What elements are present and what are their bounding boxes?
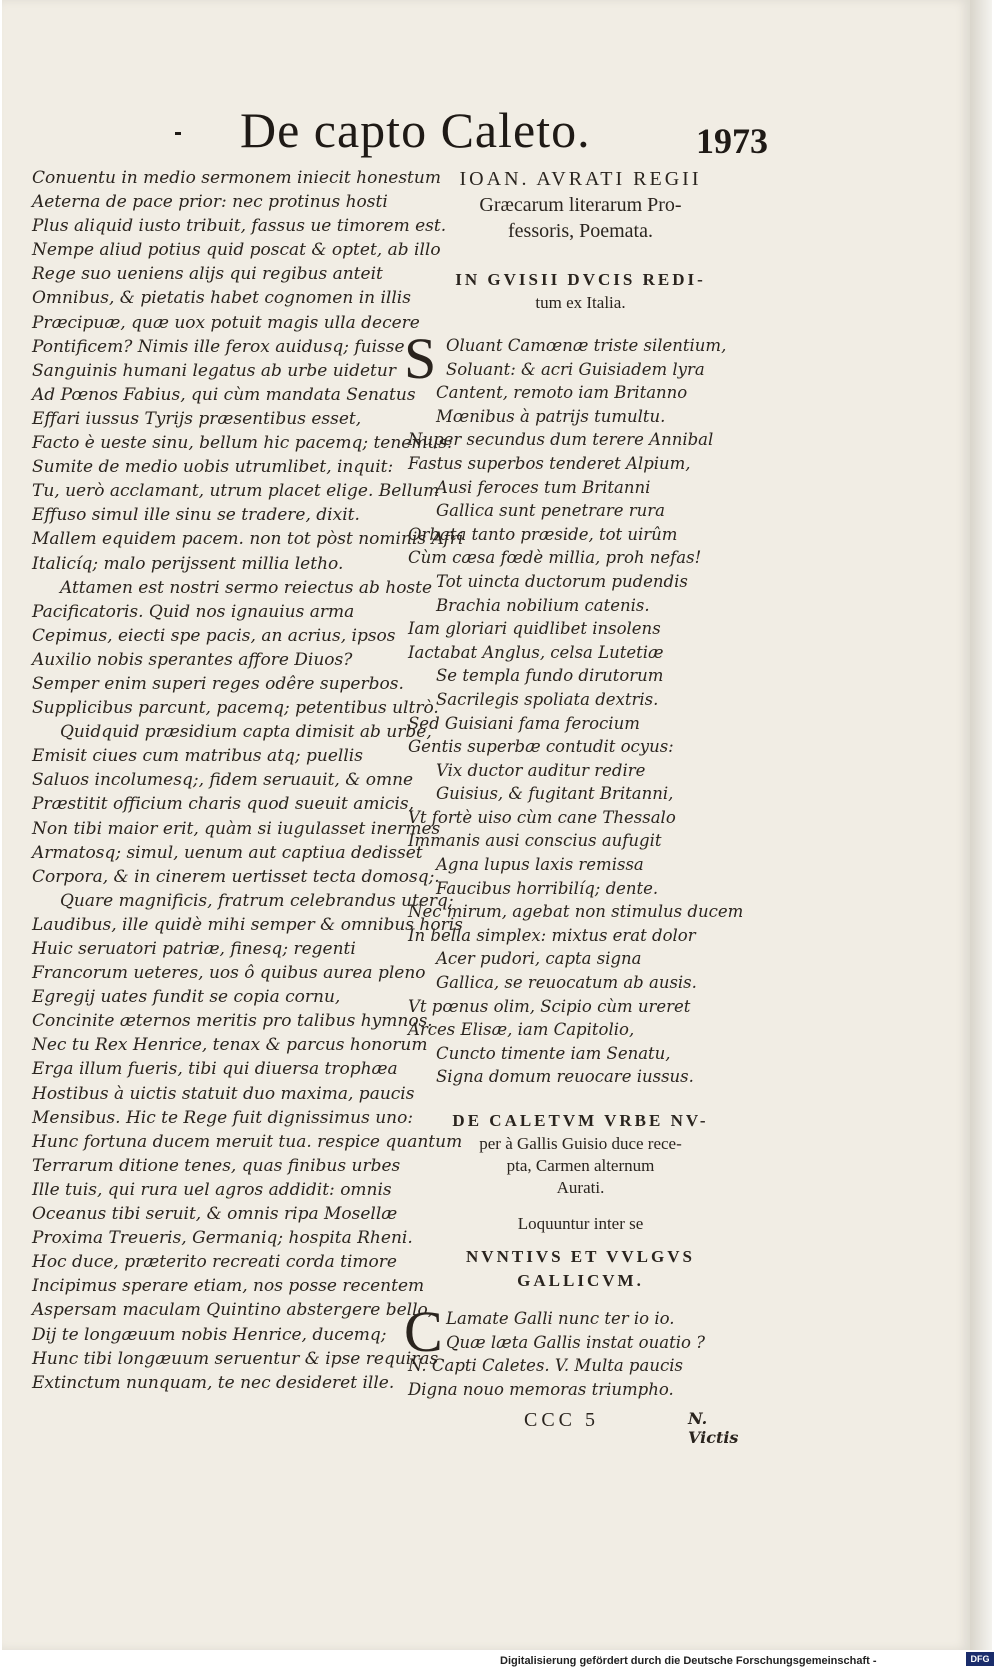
verse-line: Nec mirum, agebat non stimulus ducem xyxy=(408,902,744,922)
page-edge xyxy=(970,0,992,1650)
verse-line: Ille tuis, qui rura uel agros addidit: omnis xyxy=(32,1179,392,1200)
poem-subheading: Loquuntur inter se xyxy=(517,1214,644,1233)
verse-line: Quæ læta Gallis instat ouatio ? xyxy=(446,1332,706,1352)
verse-line: Cuncto timente iam Senatu, xyxy=(436,1043,671,1063)
verse-line: Armatosq; simul, uenum aut captiua dedisset xyxy=(32,842,423,863)
verse-line: N. Capti Caletes. V. Multa paucis xyxy=(408,1356,683,1376)
verse-line: Mallem equidem pacem. non tot pòst nominis Afri xyxy=(32,529,464,550)
right-column-text xyxy=(404,166,753,1448)
verse-line: Quidquid præsidium capta dimisit ab urbe, xyxy=(60,722,432,743)
verse-line: Sed Guisiani fama ferocium xyxy=(408,713,640,733)
verse-line: Supplicibus parcunt, pacemq; petentibus ultrò. xyxy=(32,698,439,719)
verse-line: Iactabat Anglus, celsa Lutetiæ xyxy=(408,642,664,662)
verse-line: Iam gloriari quidlibet insolens xyxy=(408,619,661,639)
verse-line: Sanguinis humani legatus ab urbe uidetur xyxy=(32,360,396,381)
verse-line: Gentis superbæ contudit ocyus: xyxy=(408,737,674,757)
running-head: De capto Caleto. xyxy=(240,102,591,158)
verse-line: Vt pœnus olim, Scipio cùm ureret xyxy=(408,996,691,1016)
verse-line: Erga illum fueris, tibi qui diuersa trophæa xyxy=(32,1059,398,1080)
verse-line: Francorum ueteres, uos ô quibus aurea pleno xyxy=(32,963,426,984)
poem-verses xyxy=(404,1299,753,1401)
verse-line: Laudibus, ille quidè mihi semper & omnibus horis xyxy=(32,914,463,935)
verse-line: Corpora, & in cinerem uertisset tecta domosq;. xyxy=(32,866,440,887)
verse-line: Faucibus horribilíq; dente. xyxy=(436,878,659,898)
verse-line: Pacificatoris. Quid nos ignauius arma xyxy=(32,601,355,622)
ornament-dot xyxy=(175,132,181,135)
verse-line: Oceanus tibi seruit, & omnis ripa Mosellæ xyxy=(32,1204,398,1225)
verse-line: Digna nouo memoras triumpho. xyxy=(408,1379,674,1399)
verse-line: Vt fortè uiso cùm cane Thessalo xyxy=(408,807,676,827)
poem-verses xyxy=(404,326,753,1089)
page-folio: 1973 xyxy=(696,121,768,161)
poem-heading-line: per à Gallis Guisio duce rece- xyxy=(479,1134,682,1153)
verse-line: Effuso simul ille sinu se tradere, dixit. xyxy=(32,505,360,526)
verse-line: Incipimus sperare etiam, nos posse recentem xyxy=(32,1276,425,1297)
verse-line: Cepimus, eiecti spe pacis, an acrius, ipsos xyxy=(32,625,396,646)
catchword: N. Victis xyxy=(688,1409,739,1448)
verse-line: Gallica sunt penetrare rura xyxy=(436,501,665,521)
verse-line: Hoc duce, præterito recreati corda timore xyxy=(32,1252,397,1273)
verse-line: Hostibus à uictis statuit duo maxima, paucis xyxy=(32,1083,415,1104)
poem-heading: DE CALETVM VRBE NV- xyxy=(452,1111,709,1130)
verse-line: Conuentu in medio sermonem iniecit honestum xyxy=(32,168,441,188)
verse-line: Hunc fortuna ducem meruit tua. respice quantum xyxy=(32,1131,463,1152)
verse-line: Vix ductor auditur redire xyxy=(436,760,646,780)
verse-line: Se templa fundo dirutorum xyxy=(436,666,664,686)
verse-line: Facto è ueste sinu, bellum hic pacemq; tenemus: xyxy=(32,433,453,454)
left-column-text xyxy=(32,166,464,1395)
verse-line: Quare magnificis, fratrum celebrandus uterq; xyxy=(60,890,454,911)
verse-line: Nuper secundus dum terere Annibal xyxy=(408,430,714,450)
verse-line: Præstitit officium charis quod sueuit amicis, xyxy=(32,794,414,815)
speakers-heading: NVNTIVS ET VVLGVS xyxy=(466,1247,695,1266)
author-title: IOAN. AVRATI REGII xyxy=(459,168,702,190)
verse-line: Semper enim superi reges odêre superbos. xyxy=(32,673,404,694)
verse-line: Gallica, se reuocatum ab ausis. xyxy=(436,973,697,993)
verse-line: Huic seruatori patriæ, finesq; regenti xyxy=(32,939,356,959)
verse-line: Cantent, remoto iam Britanno xyxy=(436,383,688,403)
dfg-logo: DFG xyxy=(966,1652,994,1666)
verse-line: Proxima Treueris, Germaniq; hospita Rheni. xyxy=(32,1228,413,1249)
verse-line: Extinctum nunquam, te nec desideret ille. xyxy=(32,1372,395,1393)
verse-line: Omnibus, & pietatis habet cognomen in illis xyxy=(32,288,411,309)
verse-line: Plus aliquid iusto tribuit, fassus ue timorem est. xyxy=(32,216,447,237)
author-title-line: Græcarum literarum Pro- xyxy=(479,194,682,216)
verse-line: Sacrilegis spoliata dextris. xyxy=(436,689,659,709)
verse-line: Oluant Camœnæ triste silentium, xyxy=(446,336,727,355)
verse-line: Mœnibus à patrijs tumultu. xyxy=(436,406,666,426)
verse-line: Immanis ausi conscius aufugit xyxy=(408,831,662,851)
verse-line: Egregij uates fundit se copia cornu, xyxy=(32,987,341,1008)
verse-line: Auxilio nobis sperantes affore Diuos? xyxy=(32,649,353,670)
signature-mark: CCC 5 xyxy=(524,1409,600,1432)
verse-line: Nempe aliud potius quid poscat & optet, ab illo xyxy=(32,240,441,261)
verse-line: Non tibi maior erit, quàm si iugulasset inermes xyxy=(32,818,441,839)
page-footer xyxy=(408,1409,753,1448)
verse-line: Attamen est nostri sermo reiectus ab hoste xyxy=(60,577,433,598)
verse-line: Pontificem? Nimis ille ferox auidusq; fuisse xyxy=(32,336,405,357)
poem-heading-line: tum ex Italia. xyxy=(535,293,626,312)
verse-line: Sumite de medio uobis utrumlibet, inquit: xyxy=(32,457,394,478)
verse-line: Aspersam maculam Quintino abstergere bello, xyxy=(32,1300,434,1321)
verse-line: Emisit ciues cum matribus atq; puellis xyxy=(32,746,363,767)
digitization-credit: Digitalisierung gefördert durch die Deutsche Forschungsgemeinschaft - xyxy=(500,1655,877,1667)
poem-heading-line: pta, Carmen alternum xyxy=(506,1156,655,1175)
verse-line: Concinite æternos meritis pro talibus hymnos. xyxy=(32,1011,433,1032)
verse-line: Guisius, & fugitant Britanni, xyxy=(436,784,674,804)
verse-line: Terrarum ditione tenes, quas finibus urbes xyxy=(32,1155,401,1176)
verse-line: Hunc tibi longæuum seruentur & ipse requiras xyxy=(32,1348,439,1369)
verse-line: Dij te longæuum nobis Henrice, ducemq; xyxy=(32,1324,387,1345)
verse-line: Orbata tanto præside, tot uirûm xyxy=(408,524,678,544)
author-title-line: fessoris, Poemata. xyxy=(508,220,653,242)
verse-line: Aeterna de pace prior: nec protinus hosti xyxy=(32,192,388,213)
verse-line: Tu, uerò acclamant, utrum placet elige. Bellum xyxy=(32,481,440,502)
drop-capital: C xyxy=(404,1299,443,1364)
verse-line: Ausi feroces tum Britanni xyxy=(436,477,651,497)
verse-line: Agna lupus laxis remissa xyxy=(436,855,644,875)
poem-heading: IN GVISII DVCIS REDI- xyxy=(455,270,706,289)
verse-line: Ad Pœnos Fabius, qui cùm mandata Senatus xyxy=(32,384,416,405)
verse-line: Præcipuæ, quæ uox potuit magis ulla decere xyxy=(32,312,420,333)
verse-line: In bella simplex: mixtus erat dolor xyxy=(408,925,696,945)
verse-line: Nec tu Rex Henrice, tenax & parcus honorum xyxy=(32,1035,428,1056)
verse-line: Saluos incolumesq;, fidem seruauit, & omne xyxy=(32,770,414,791)
verse-line: Brachia nobilium catenis. xyxy=(436,595,650,615)
verse-line: Signa domum reuocare iussus. xyxy=(436,1067,694,1087)
verse-line: Rege suo ueniens alijs qui regibus anteit xyxy=(32,264,383,285)
speakers-heading: GALLICVM. xyxy=(517,1271,644,1290)
verse-line: Arces Elisæ, iam Capitolio, xyxy=(408,1020,635,1040)
verse-line: Soluant: & acri Guisiadem lyra xyxy=(446,359,705,379)
verse-line: Cùm cæsa fœdè millia, proh nefas! xyxy=(408,548,702,568)
verse-line: Mensibus. Hic te Rege fuit dignissimus uno: xyxy=(32,1107,414,1128)
verse-line: Tot uincta ductorum pudendis xyxy=(436,571,688,591)
drop-capital: S xyxy=(404,326,437,391)
verse-line: Effari iussus Tyrijs præsentibus esset, xyxy=(32,408,362,429)
verse-line: Lamate Galli nunc ter io io. xyxy=(446,1309,675,1328)
verse-line: Fastus superbos tenderet Alpium, xyxy=(408,453,691,473)
poem-heading-line: Aurati. xyxy=(556,1178,605,1197)
verse-line: Acer pudori, capta signa xyxy=(436,949,642,969)
verse-line: Italicíq; malo perijssent millia letho. xyxy=(32,553,344,574)
